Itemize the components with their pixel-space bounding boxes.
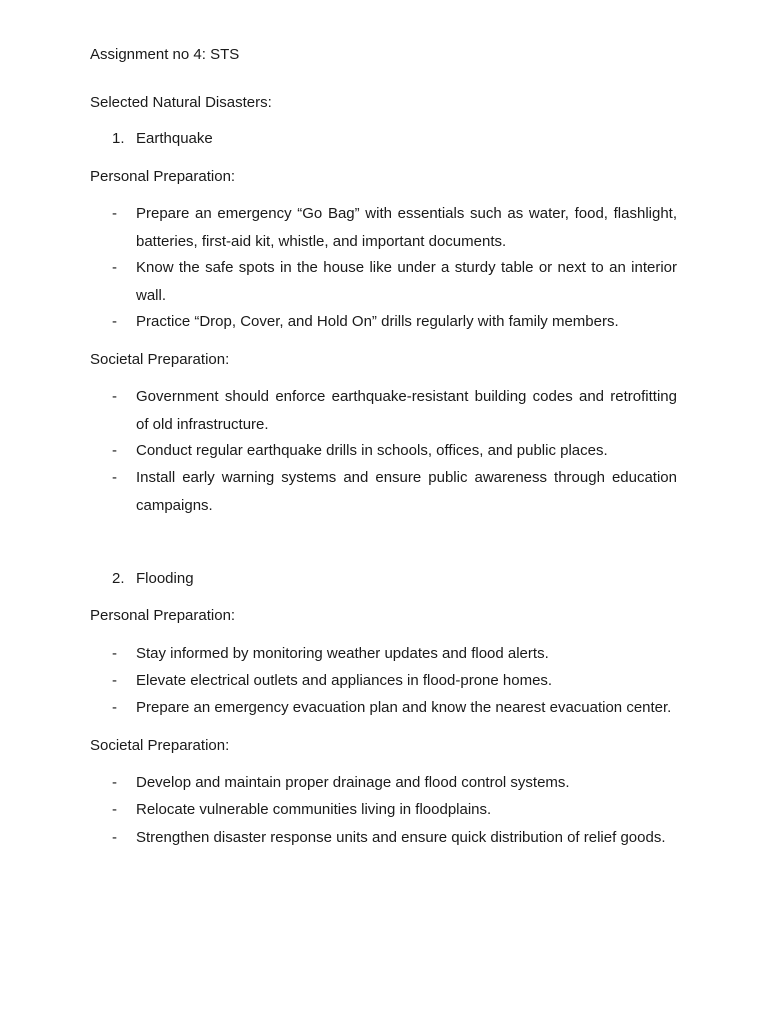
disaster-name: Flooding	[136, 570, 194, 587]
disaster-name: Earthquake	[136, 130, 213, 147]
bullet-dash: -	[112, 205, 117, 222]
section-heading: Personal Preparation:	[90, 168, 236, 185]
section-heading: Societal Preparation:	[90, 737, 230, 754]
section-heading: Personal Preparation:	[90, 607, 236, 624]
list-item: Strengthen disaster response units and ensure quick distribution of relief goods.	[136, 829, 666, 846]
list-number: 2.	[112, 570, 125, 587]
list-item: Stay informed by monitoring weather updates and flood alerts.	[136, 645, 549, 662]
bullet-dash: -	[112, 259, 117, 276]
bullet-dash: -	[112, 645, 117, 662]
bullet-dash: -	[112, 313, 117, 330]
list-item: Prepare an emergency evacuation plan and know the nearest evacuation center.	[136, 699, 672, 716]
bullet-dash: -	[112, 469, 117, 486]
bullet-dash: -	[112, 442, 117, 459]
bullet-dash: -	[112, 699, 117, 716]
list-item: Relocate vulnerable communities living in floodplains.	[136, 801, 492, 818]
list-item: Prepare an emergency “Go Bag” with essentials such as water, food, flashlight, batteries, first-aid kit, whistle, and important documents.	[136, 205, 677, 250]
intro-line: Selected Natural Disasters:	[90, 94, 272, 111]
bullet-dash: -	[112, 388, 117, 405]
list-item: Elevate electrical outlets and appliances in flood-prone homes.	[136, 672, 553, 689]
list-item: Conduct regular earthquake drills in schools, offices, and public places.	[136, 442, 608, 459]
list-item: Install early warning systems and ensure public awareness through education campaigns.	[136, 469, 677, 514]
document-title: Assignment no 4: STS	[90, 46, 240, 63]
list-item: Know the safe spots in the house like under a sturdy table or next to an interior wall.	[136, 259, 677, 304]
section-heading: Societal Preparation:	[90, 351, 230, 368]
list-number: 1.	[112, 130, 125, 147]
bullet-dash: -	[112, 829, 117, 846]
list-item: Government should enforce earthquake-resistant building codes and retrofitting of old infrastructure.	[136, 388, 677, 433]
bullet-dash: -	[112, 774, 117, 791]
bullet-dash: -	[112, 672, 117, 689]
bullet-dash: -	[112, 801, 117, 818]
list-item: Develop and maintain proper drainage and flood control systems.	[136, 774, 570, 791]
list-item: Practice “Drop, Cover, and Hold On” drills regularly with family members.	[136, 313, 619, 330]
